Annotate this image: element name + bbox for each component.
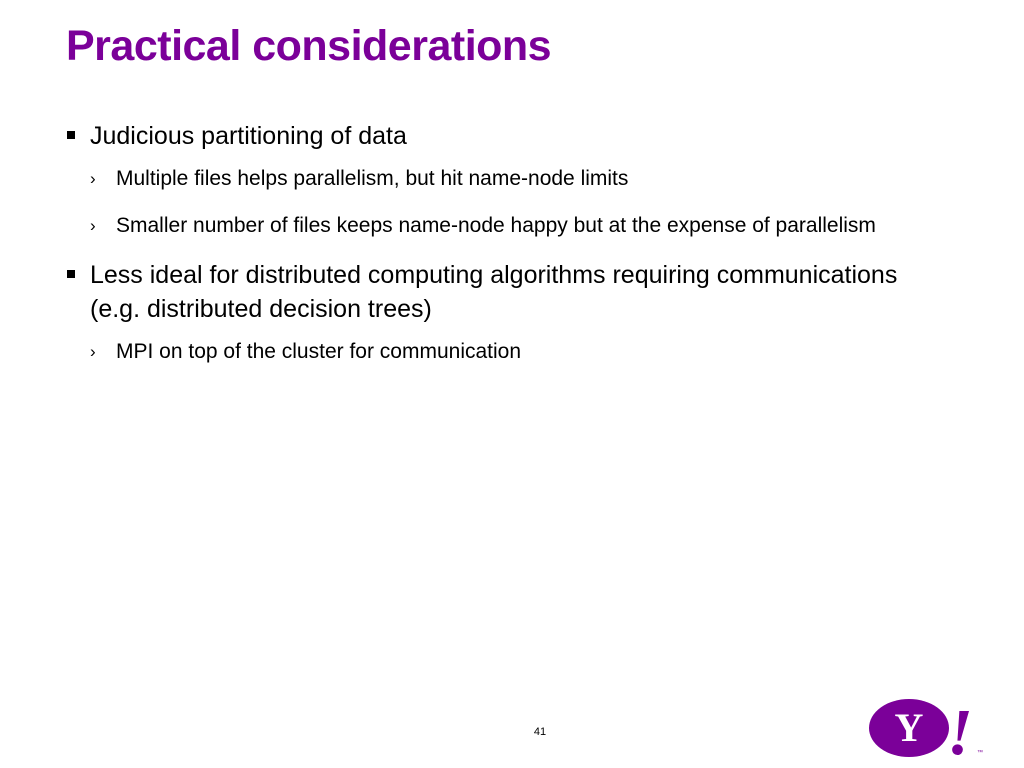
- sub-bullet-item: [66, 211, 946, 241]
- chevron-bullet-icon: ›: [90, 169, 96, 188]
- chevron-bullet-icon: ›: [90, 216, 96, 235]
- yahoo-logo: [864, 694, 984, 762]
- slide-title: Practical considerations: [66, 22, 552, 70]
- sub-bullet-text: Smaller number of files keeps name-node happy but at the expense of parallelism: [116, 214, 876, 237]
- logo-exclamation: !: [947, 696, 973, 762]
- bullet-text: Judicious partitioning of data: [90, 122, 407, 150]
- sub-bullet-text: MPI on top of the cluster for communication: [116, 340, 522, 363]
- logo-letter: Y: [894, 705, 924, 750]
- bullet-item: [66, 258, 946, 326]
- chevron-bullet-icon: ›: [90, 342, 96, 361]
- bullet-item: [66, 119, 946, 153]
- sub-bullet-text: Multiple files helps parallelism, but hit name-node limits: [116, 167, 629, 190]
- square-bullet-icon: [67, 131, 75, 139]
- logo-trademark: ™: [977, 750, 983, 756]
- page-number: 41: [533, 726, 547, 738]
- sub-bullet-item: [66, 164, 946, 194]
- sub-bullet-item: [66, 337, 946, 367]
- bullet-list: [66, 119, 946, 384]
- bullet-text: Less ideal for distributed computing algorithms requiring communications (e.g. distributed decision trees): [90, 261, 898, 323]
- square-bullet-icon: [67, 270, 75, 278]
